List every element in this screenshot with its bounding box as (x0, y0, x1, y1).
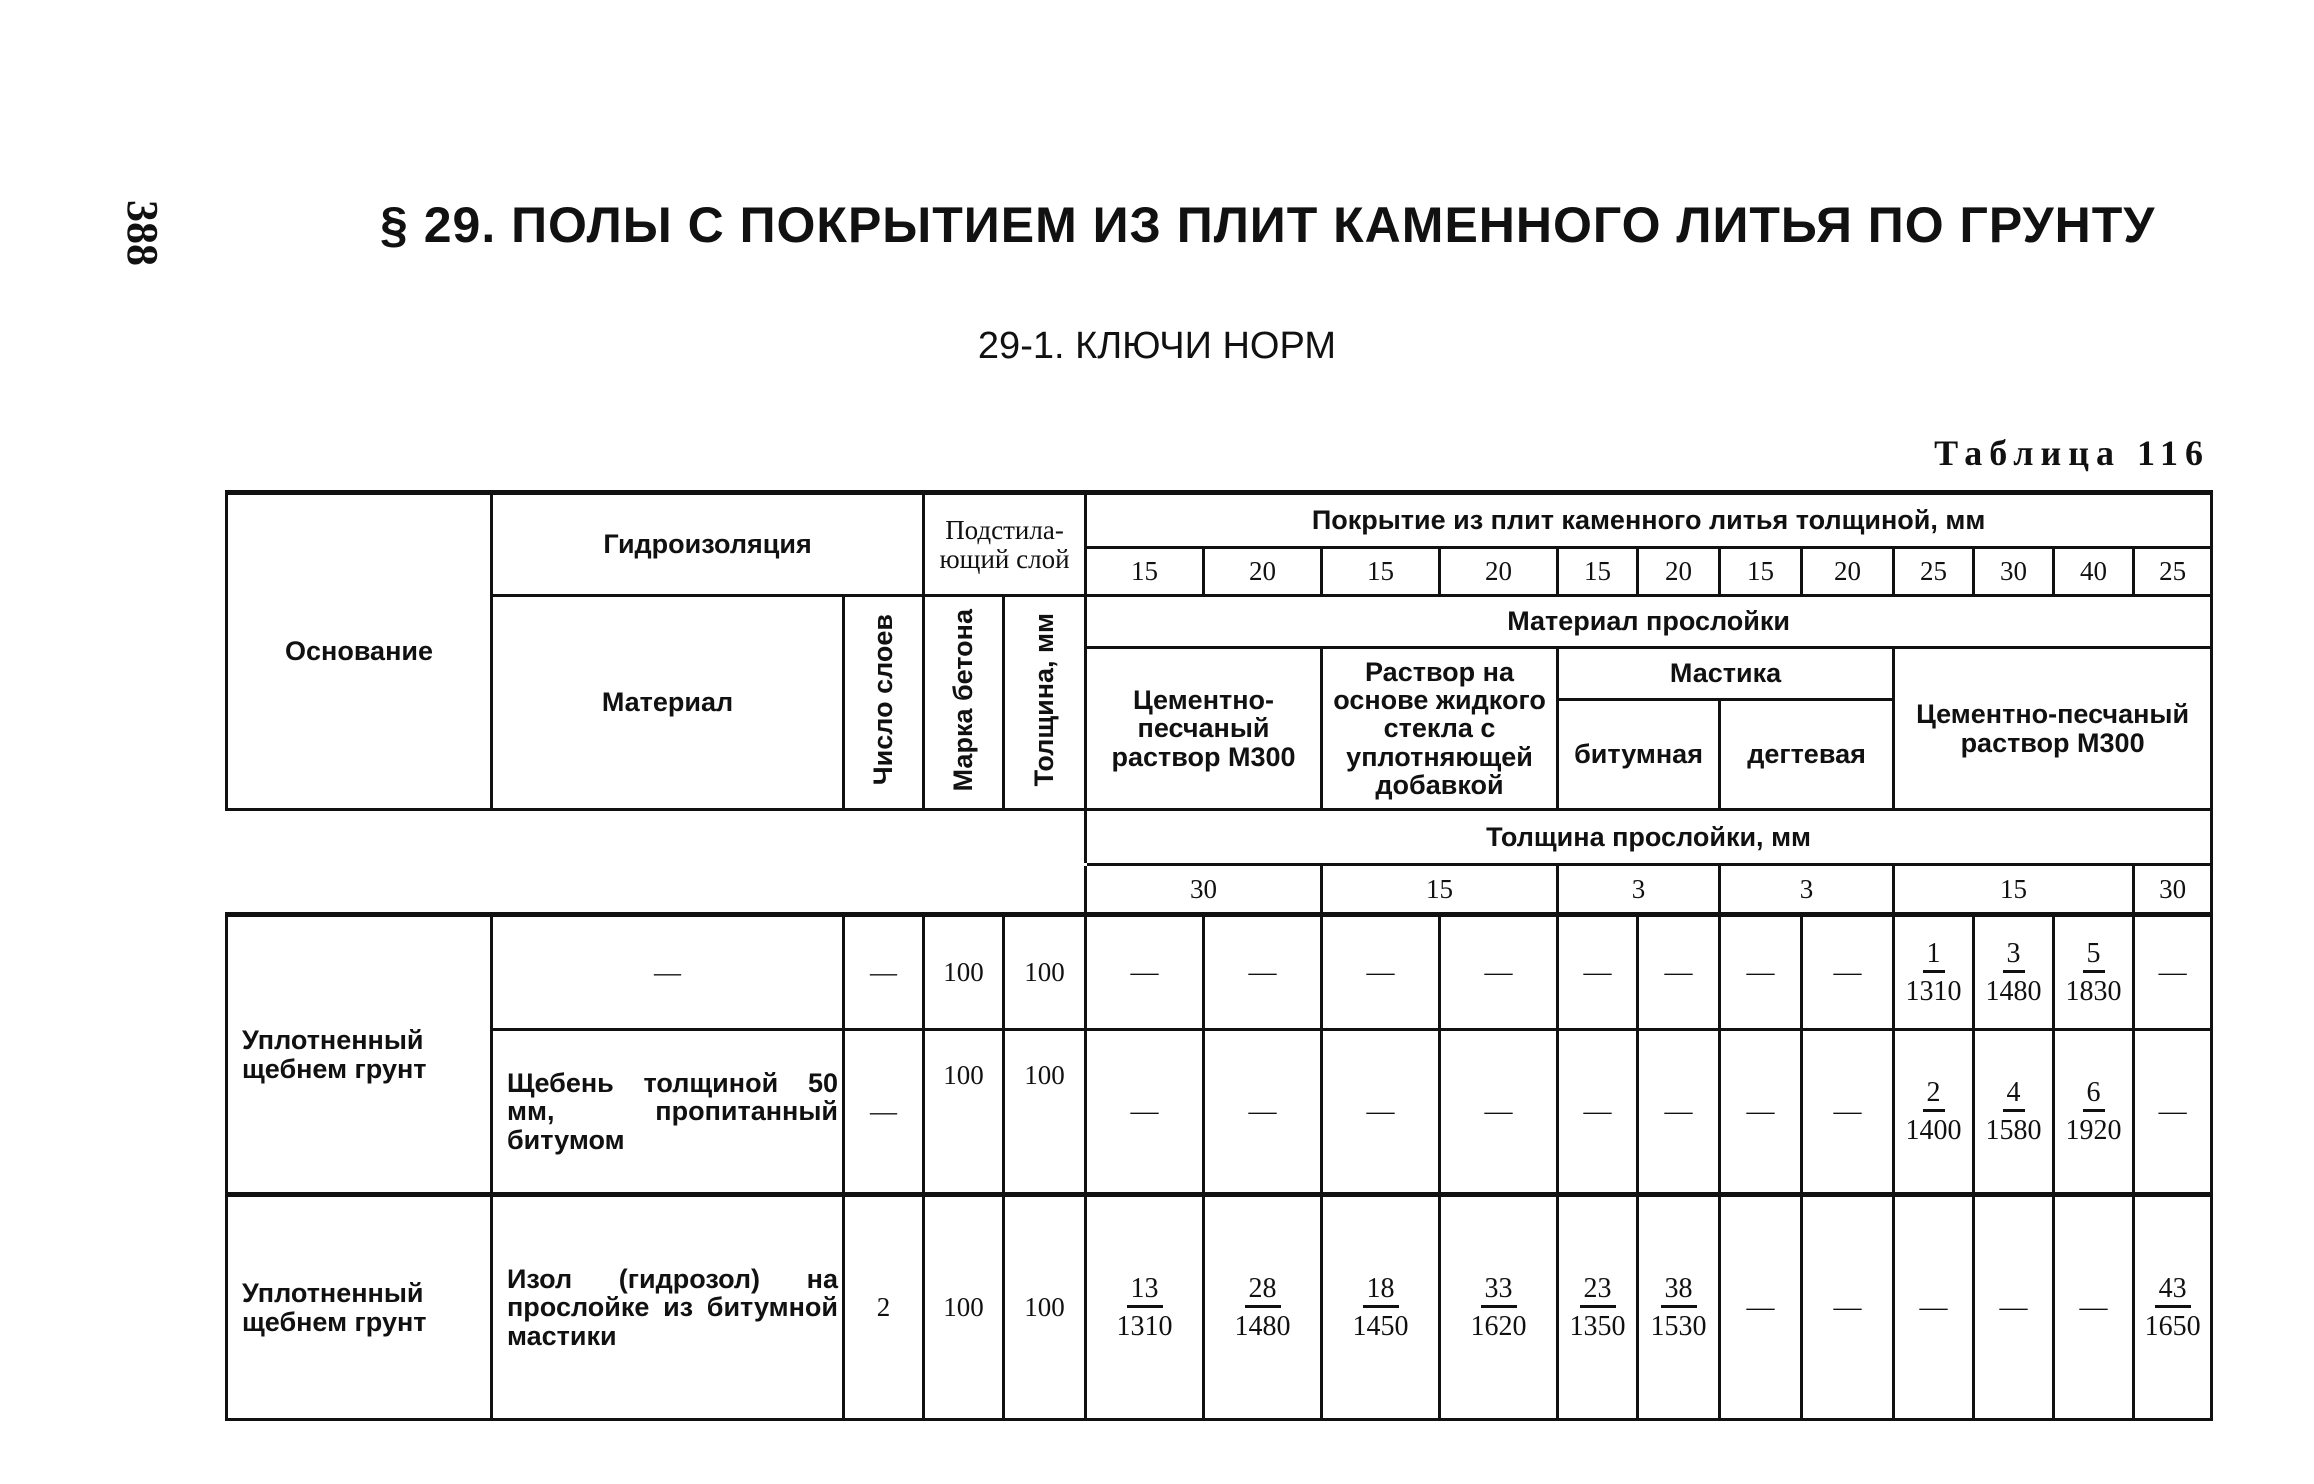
norm-cost: 1580 (1985, 1115, 2042, 1146)
norm-code (1906, 939, 1962, 1007)
norm-number: 5 (2083, 939, 2105, 973)
empty-dash: — (2079, 1291, 2108, 1323)
value-cell (1720, 1195, 1802, 1420)
header-underlay: Подстила-ющий слой (924, 493, 1086, 596)
material-cell: — (492, 915, 844, 1030)
empty-dash: — (1484, 1095, 1513, 1127)
norm-code (1471, 1274, 1527, 1342)
empty-dash: — (1130, 1095, 1159, 1127)
value-cell (1974, 915, 2054, 1030)
empty-dash: — (1130, 956, 1159, 988)
material-cement: Цементно-песчаный раствор М300 (1086, 648, 1322, 810)
value-cell (1974, 1030, 2054, 1195)
empty-dash: — (1248, 1095, 1277, 1127)
empty-dash: — (1583, 956, 1612, 988)
value-cell (1440, 1195, 1558, 1420)
value-cell (1322, 915, 1440, 1030)
norms-table (225, 490, 2213, 1421)
value-cell (1440, 915, 1558, 1030)
norm-number: 18 (1363, 1274, 1399, 1308)
empty-dash: — (1833, 1291, 1862, 1323)
norm-number: 3 (2003, 939, 2025, 973)
coating-thickness: 15 (1322, 548, 1440, 596)
value-cell (1558, 915, 1638, 1030)
header-layers (844, 596, 924, 810)
empty-dash: — (1746, 956, 1775, 988)
value-cell (2134, 1030, 2212, 1195)
interlayer-thickness: 15 (1322, 865, 1558, 915)
norm-code (2066, 939, 2122, 1007)
grade-cell: 100 (924, 915, 1004, 1030)
norm-cost: 1400 (1905, 1115, 1962, 1146)
value-cell (1894, 1195, 1974, 1420)
empty-dash: — (2158, 1095, 2187, 1127)
norm-cost: 1920 (2065, 1115, 2122, 1146)
empty-dash: — (1999, 1291, 2028, 1323)
value-cell (1720, 915, 1802, 1030)
empty-dash: — (1484, 956, 1513, 988)
value-cell (2054, 1030, 2134, 1195)
concrete-grade-label: Марка бетона (948, 608, 979, 792)
value-cell (1638, 1195, 1720, 1420)
coating-thickness: 20 (1802, 548, 1894, 596)
coating-thickness: 25 (1894, 548, 1974, 596)
norm-cost: 1620 (1470, 1311, 1527, 1342)
layers-cell: 2 (844, 1195, 924, 1420)
coating-thickness: 15 (1720, 548, 1802, 596)
value-cell (1440, 1030, 1558, 1195)
norm-number: 13 (1127, 1274, 1163, 1308)
norm-code (1906, 1078, 1962, 1146)
norm-number: 4 (2003, 1078, 2025, 1112)
header-waterproofing: Гидроизоляция (492, 493, 924, 596)
empty-dash: — (1248, 956, 1277, 988)
coating-thickness: 20 (1638, 548, 1720, 596)
norm-code (1235, 1274, 1291, 1342)
norm-code (1651, 1274, 1707, 1342)
section-title: § 29. ПОЛЫ С ПОКРЫТИЕМ ИЗ ПЛИТ КАМЕННОГО ЛИТЬЯ ПО ГРУНТУ (380, 197, 2156, 253)
norm-number: 23 (1580, 1274, 1616, 1308)
coating-thickness: 40 (2054, 548, 2134, 596)
header-thickness (1004, 596, 1086, 810)
empty-dash: — (1664, 1095, 1693, 1127)
coating-thickness: 20 (1204, 548, 1322, 596)
material-bitumen: битумная (1558, 700, 1720, 810)
value-cell (2134, 1195, 2212, 1420)
value-cell (1802, 1030, 1894, 1195)
value-cell (1638, 1030, 1720, 1195)
header-base: Основание (227, 493, 492, 810)
value-cell (1894, 1030, 1974, 1195)
layers-cell: — (844, 915, 924, 1030)
header-interlayer-thickness: Толщина прослойки, мм (1086, 810, 2212, 865)
value-cell (2054, 915, 2134, 1030)
value-cell (1204, 915, 1322, 1030)
layers-cell: — (844, 1030, 924, 1195)
norm-number: 38 (1661, 1274, 1697, 1308)
table-label: Таблица 116 (1934, 433, 2210, 473)
material-tar: дегтевая (1720, 700, 1894, 810)
norm-cost: 1310 (1116, 1311, 1173, 1342)
norm-cost: 1650 (2144, 1311, 2201, 1342)
grade-cell: 100 (924, 1195, 1004, 1420)
interlayer-thickness: 15 (1894, 865, 2134, 915)
material-liquid-glass: Раствор на основе жидкого стекла с уплотняющей добавкой (1322, 648, 1558, 810)
thickness-cell: 100 (1004, 1195, 1086, 1420)
value-cell (1894, 915, 1974, 1030)
empty-dash: — (1833, 1095, 1862, 1127)
empty-dash: — (1746, 1095, 1775, 1127)
empty-dash: — (1664, 956, 1693, 988)
empty-dash: — (1583, 1095, 1612, 1127)
thickness-cell: 100 (1004, 915, 1086, 1030)
table-row (227, 1030, 2212, 1195)
header-blank (227, 810, 1086, 865)
interlayer-thickness-row (227, 865, 2212, 915)
value-cell (2054, 1195, 2134, 1420)
norm-code (1986, 939, 2042, 1007)
header-interlayer-material: Материал прослойки (1086, 596, 2212, 648)
norm-code (1986, 1078, 2042, 1146)
norm-cost: 1830 (2065, 976, 2122, 1007)
norm-code (2145, 1274, 2201, 1342)
subtitle: 29-1. КЛЮЧИ НОРМ (977, 325, 1337, 367)
norm-cost: 1310 (1905, 976, 1962, 1007)
thickness-cell: 100 (1004, 1030, 1086, 1195)
value-cell (1802, 1195, 1894, 1420)
table-row (227, 915, 2212, 1030)
norm-number: 6 (2083, 1078, 2105, 1112)
value-cell (1720, 1030, 1802, 1195)
value-cell (2134, 915, 2212, 1030)
value-cell (1322, 1030, 1440, 1195)
empty-dash: — (1833, 956, 1862, 988)
interlayer-thickness: 3 (1720, 865, 1894, 915)
value-cell (1086, 1195, 1204, 1420)
value-cell (1558, 1030, 1638, 1195)
empty-dash: — (1366, 1095, 1395, 1127)
coating-thickness: 20 (1440, 548, 1558, 596)
coating-thickness: 30 (1974, 548, 2054, 596)
thickness-label: Толщина, мм (1029, 613, 1060, 787)
material-cell: Щебень толщиной 50 мм, пропитанный битумом (492, 1030, 844, 1195)
norm-number: 1 (1923, 939, 1945, 973)
norm-number: 43 (2155, 1274, 2191, 1308)
norm-code (1117, 1274, 1173, 1342)
base-cell: Уплотненный щебнем грунт (227, 1195, 492, 1420)
norm-cost: 1450 (1352, 1311, 1409, 1342)
table-row (227, 1195, 2212, 1420)
value-cell (1086, 1030, 1204, 1195)
interlayer-thickness: 30 (1086, 865, 1322, 915)
header-blank-2 (227, 865, 1086, 915)
empty-dash: — (2158, 956, 2187, 988)
norm-number: 28 (1245, 1274, 1281, 1308)
value-cell (1322, 1195, 1440, 1420)
page-number: 388 (118, 200, 167, 266)
interlayer-thickness: 3 (1558, 865, 1720, 915)
value-cell (1802, 915, 1894, 1030)
norm-cost: 1350 (1569, 1311, 1626, 1342)
layers-label: Число слоев (868, 614, 899, 786)
value-cell (1086, 915, 1204, 1030)
value-cell (1638, 915, 1720, 1030)
material-cell: Изол (гидрозол) на прослойке из битумной мастики (492, 1195, 844, 1420)
empty-dash: — (1919, 1291, 1948, 1323)
value-cell (1558, 1195, 1638, 1420)
header-material: Материал (492, 596, 844, 810)
material-cement-2: Цементно-песчаный раствор М300 (1894, 648, 2212, 810)
material-mastic: Мастика (1558, 648, 1894, 700)
norm-number: 2 (1923, 1078, 1945, 1112)
coating-thickness: 15 (1086, 548, 1204, 596)
norm-code (2066, 1078, 2122, 1146)
value-cell (1204, 1195, 1322, 1420)
norm-number: 33 (1481, 1274, 1517, 1308)
header-concrete-grade (924, 596, 1004, 810)
empty-dash: — (1746, 1291, 1775, 1323)
empty-dash: — (1366, 956, 1395, 988)
norm-code (1353, 1274, 1409, 1342)
interlayer-thickness: 30 (2134, 865, 2212, 915)
base-cell: Уплотненный щебнем грунт (227, 915, 492, 1195)
value-cell (1974, 1195, 2054, 1420)
norm-cost: 1530 (1650, 1311, 1707, 1342)
grade-cell: 100 (924, 1030, 1004, 1195)
value-cell (1204, 1030, 1322, 1195)
norm-cost: 1480 (1234, 1311, 1291, 1342)
norm-cost: 1480 (1985, 976, 2042, 1007)
coating-thickness: 25 (2134, 548, 2212, 596)
coating-thickness: 15 (1558, 548, 1638, 596)
header-coating: Покрытие из плит каменного литья толщиной, мм (1086, 493, 2212, 548)
norm-code (1570, 1274, 1626, 1342)
